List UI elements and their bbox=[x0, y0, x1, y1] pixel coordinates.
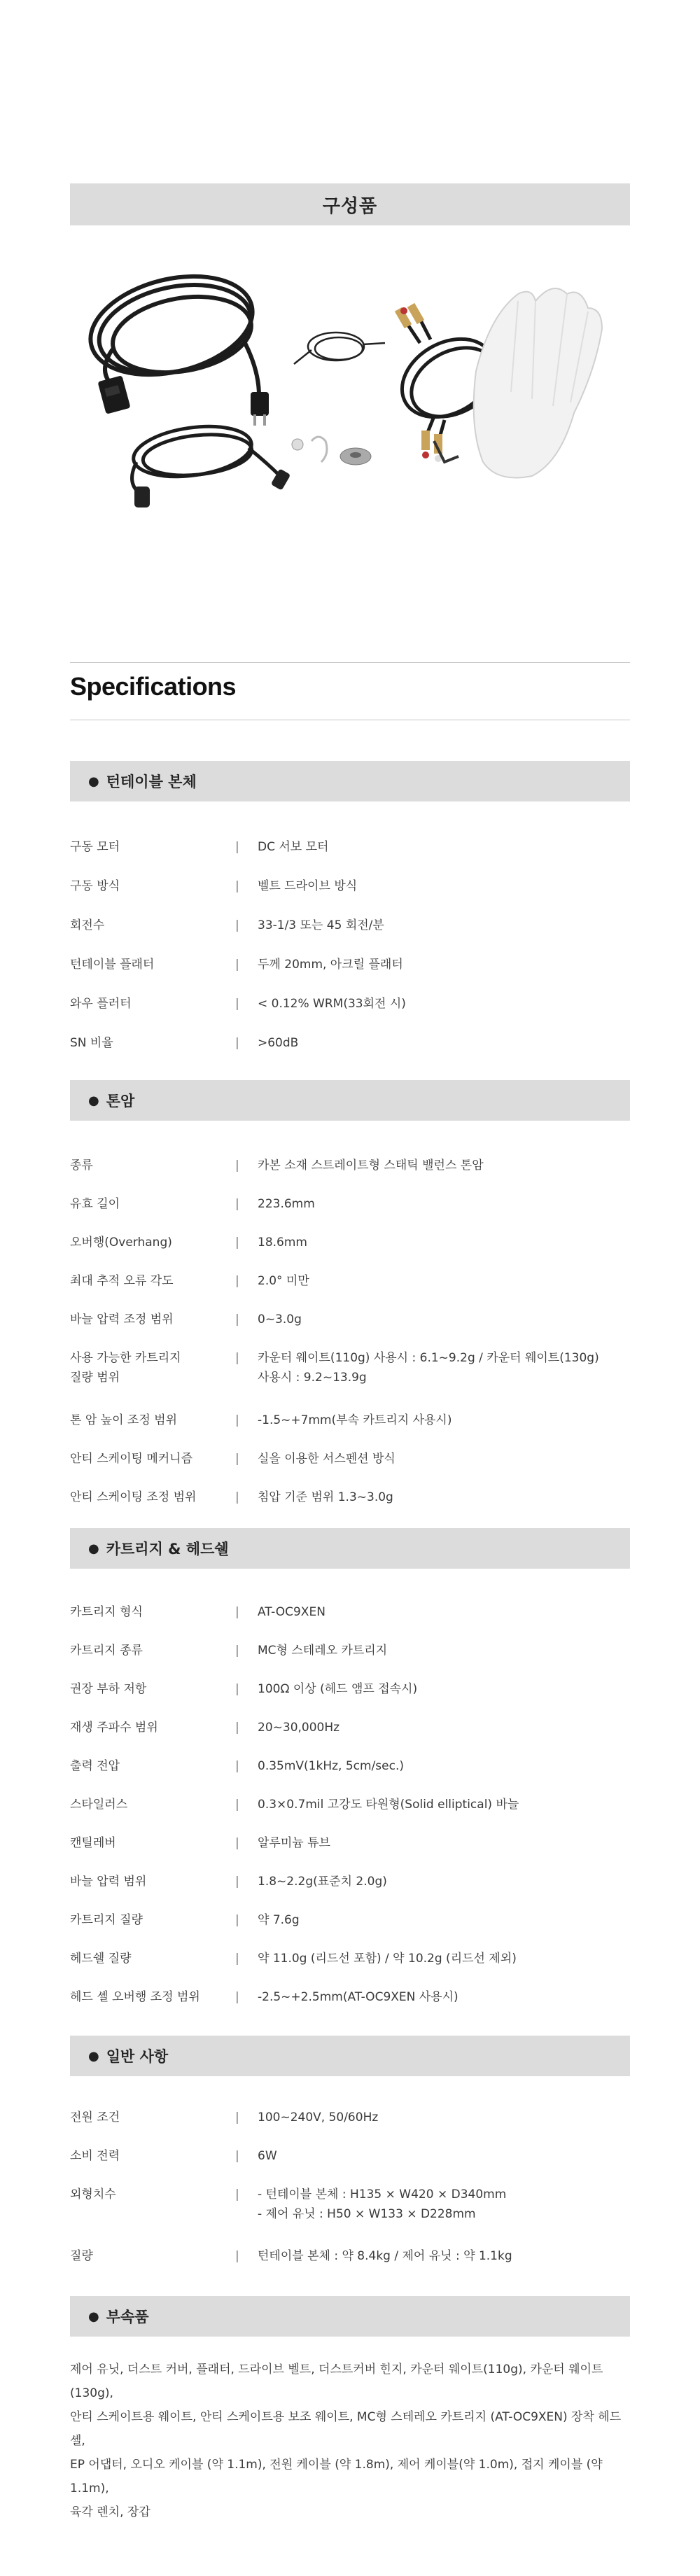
spec-value: 두께 20mm, 아크릴 플래터 bbox=[258, 958, 403, 972]
spec-value: 카본 소재 스트레이트형 스태틱 밸런스 톤암 bbox=[258, 1158, 484, 1172]
spec-label: 구동 모터 bbox=[70, 840, 120, 854]
spec-value: 0.3×0.7mil 고강도 타원형(Solid elliptical) 바늘 bbox=[258, 1798, 519, 1812]
spec-label: 바늘 압력 범위 bbox=[70, 1875, 147, 1889]
spec-value: >60dB bbox=[258, 1036, 299, 1050]
spec-label: 최대 추적 오류 각도 bbox=[70, 1274, 174, 1288]
section-header-general bbox=[70, 2036, 630, 2076]
section-header-cartridge bbox=[70, 1528, 630, 1569]
spec-value: -1.5~+7mm(부속 카트리지 사용시) bbox=[258, 1413, 452, 1427]
spec-value: 6W bbox=[258, 2149, 277, 2163]
section-title: 부속품 bbox=[106, 2309, 149, 2325]
spec-label: 질량 bbox=[70, 2249, 93, 2263]
section-title: 카트리지 & 헤드쉘 bbox=[106, 1541, 229, 1558]
section-title: 톤암 bbox=[106, 1093, 135, 1110]
spec-label: 사용 가능한 카트리지 질량 범위 bbox=[70, 1351, 181, 1385]
spec-label: 외형치수 bbox=[70, 2188, 116, 2202]
spec-label: 헤드쉘 질량 bbox=[70, 1952, 132, 1966]
spec-value: 카운터 웨이트(110g) 사용시 : 6.1~9.2g / 카운터 웨이트(130g) 사용시 : 9.2~13.9g bbox=[258, 1351, 599, 1385]
page: 구성품 Specifications ● 턴테이블 본체 구동 모터 | DC 서보 모터 구동 방식 | 벨트 드라이브 방식 회전수 | 33-1/3 또는 45 회전/분 턴테이블 플래터 | 두께 20mm, 아크릴 플래터 와우 플러터 | < 0.12% WRM(33회전 시) SN 비율 | >60dB ● 톤암 종류 | 카본 소재 스트레이트형 스태틱 밸런스 톤암 유효 길이 | 223.6mm 오버행(Overhang) | 18.6mm 최대 추적 오류 각도 | 2.0° 미만 바늘 압력 조정 범위 | 0~3.0g 사용 가능한 카트리지 질량 범위 | 카운터 웨이트(110g) 사용시 : 6.1~9.2g / 카운터 웨이트(130g) 사용시 : 9.2~13.9g 톤 암 높이 조정 범위 | -1.5~+7mm(부속 카트리지 사용시) 안티 스케이팅 메커니즘 | 실을 이용한 서스펜션 방식 안티 스케이팅 조정 범위 | 침압 기준 범위 1.3~3.0g ● 카트리지 & 헤드쉘 카트리지 형식 | AT-OC9XEN 카트리지 종류 | MC형 스테레오 카트리지 권장 부하 저항 | 100Ω 이상 (헤드 앰프 접속시) 재생 주파수 범위 | 20~30,000Hz 출력 전압 | 0.35mV(1kHz, 5cm/sec.) 스타일러스 | 0.3×0.7mil 고강도 타원형(Solid elliptical) 바늘 캔틸레버 | 알루미늄 튜브 바늘 압력 범위 | 1.8~2.2g(표준치 2.0g) 카트리지 질량 | 약 7.6g 헤드쉘 질량 | 약 11.0g (리드선 포함) / 약 10.2g (리드선 제외) 헤드 셸 오버행 조정 범위 | -2.5~+2.5mm(AT-OC9XEN 사용시) ● 일반 사항 전원 조건 | 100~240V, 50/60Hz 소비 전력 | 6W 외형치수 | - 턴테이블 본체 : H135 × W420 × D340mm - 제어 유닛 : H50 × W133 × D228mm 질량 | 턴테이블 본체 : 약 8.4kg / 제어 유닛 : 약 1.1kg ● 부속품 제어 유닛, 더스트 커버, 플래터, 드라이브 벨트, 더스트커버 힌지, 카운터 웨이트(110g), 카운터 웨이트(130g), 안티 스케이트용 웨이트, 안티 스케이트용 보조 웨이트, MC형 스테레오 카트리지 (AT-OC9XEN) 장착 헤드셸, EP 어댑터, 오디오 케이블 (약 1.1m), 전원 케이블 (약 1.8m), 제어 케이블(약 1.0m), 접지 케이블 (약 1.1m), 육각 렌치, 장갑 bbox=[0, 0, 700, 2576]
spec-label: 바늘 압력 조정 범위 bbox=[70, 1312, 174, 1326]
spec-value: 1.8~2.2g(표준치 2.0g) bbox=[258, 1875, 387, 1889]
bullet-icon: ● bbox=[88, 1541, 99, 1556]
spec-label: 안티 스케이팅 조정 범위 bbox=[70, 1490, 197, 1504]
accessories-list bbox=[70, 2358, 630, 2524]
spec-value: -2.5~+2.5mm(AT-OC9XEN 사용시) bbox=[258, 1990, 458, 2004]
spec-label: 오버행(Overhang) bbox=[70, 1236, 172, 1250]
spec-label: 권장 부하 저항 bbox=[70, 1682, 147, 1696]
bullet-icon: ● bbox=[88, 774, 99, 789]
spec-label: 캔틸레버 bbox=[70, 1836, 116, 1850]
spec-value: 2.0° 미만 bbox=[258, 1274, 309, 1288]
spec-value: DC 서보 모터 bbox=[258, 840, 329, 854]
accessories-line: 안티 스케이트용 웨이트, 안티 스케이트용 보조 웨이트, MC형 스테레오 카트리지 (AT-OC9XEN) 장착 헤드셸, bbox=[70, 2410, 622, 2448]
spec-label: SN 비율 bbox=[70, 1036, 113, 1050]
spec-label: 구동 방식 bbox=[70, 879, 120, 893]
section-title: 일반 사항 bbox=[106, 2048, 169, 2065]
spec-value: 18.6mm bbox=[258, 1236, 307, 1250]
divider bbox=[70, 662, 630, 663]
spec-label: 종류 bbox=[70, 1158, 93, 1172]
spec-value: 약 7.6g bbox=[258, 1913, 300, 1927]
spec-label: 헤드 셸 오버행 조정 범위 bbox=[70, 1990, 200, 2004]
bullet-icon: ● bbox=[88, 1093, 99, 1108]
spec-value: 침압 기준 범위 1.3~3.0g bbox=[258, 1490, 393, 1504]
spec-label: 카트리지 질량 bbox=[70, 1913, 143, 1927]
accessories-line: EP 어댑터, 오디오 케이블 (약 1.1m), 전원 케이블 (약 1.8m), 제어 케이블(약 1.0m), 접지 케이블 (약 1.1m), bbox=[70, 2458, 603, 2496]
spec-value: 33-1/3 또는 45 회전/분 bbox=[258, 918, 384, 932]
bullet-icon: ● bbox=[88, 2309, 99, 2324]
spec-label: 카트리지 종류 bbox=[70, 1644, 143, 1658]
spec-value: 약 11.0g (리드선 포함) / 약 10.2g (리드선 제외) bbox=[258, 1952, 517, 1966]
accessories-line: 제어 유닛, 더스트 커버, 플래터, 드라이브 벨트, 더스트커버 힌지, 카운터 웨이트(110g), 카운터 웨이트(130g), bbox=[70, 2362, 603, 2400]
spec-label: 전원 조건 bbox=[70, 2110, 120, 2124]
section-header-accessories bbox=[70, 2296, 630, 2337]
spec-value: 100Ω 이상 (헤드 앰프 접속시) bbox=[258, 1682, 418, 1696]
spec-label: 카트리지 형식 bbox=[70, 1605, 143, 1619]
spec-label: 스타일러스 bbox=[70, 1798, 128, 1812]
spec-label: 톤 암 높이 조정 범위 bbox=[70, 1413, 177, 1427]
spec-label: 안티 스케이팅 메커니즘 bbox=[70, 1452, 193, 1466]
specifications-title: Specifications bbox=[70, 672, 237, 701]
spec-value: 실을 이용한 서스펜션 방식 bbox=[258, 1452, 396, 1466]
spec-label: 회전수 bbox=[70, 918, 105, 932]
spec-value: 20~30,000Hz bbox=[258, 1721, 340, 1735]
spec-value: AT-OC9XEN bbox=[258, 1605, 326, 1619]
spec-label: 출력 전압 bbox=[70, 1759, 120, 1773]
spec-value: 0~3.0g bbox=[258, 1312, 302, 1326]
spec-value: 0.35mV(1kHz, 5cm/sec.) bbox=[258, 1759, 404, 1773]
bullet-icon: ● bbox=[88, 2048, 99, 2064]
spec-label: 재생 주파수 범위 bbox=[70, 1721, 158, 1735]
spec-value: 223.6mm bbox=[258, 1197, 315, 1211]
spec-value: - 턴테이블 본체 : H135 × W420 × D340mm - 제어 유닛 : H50 × W133 × D228mm bbox=[258, 2188, 507, 2221]
spec-value: < 0.12% WRM(33회전 시) bbox=[258, 997, 406, 1011]
section-title: 턴테이블 본체 bbox=[106, 774, 197, 790]
section-header-turntable bbox=[70, 761, 630, 802]
spec-value: 알루미늄 튜브 bbox=[258, 1836, 330, 1850]
spec-label: 턴테이블 플래터 bbox=[70, 958, 155, 972]
components-title: 구성품 bbox=[70, 183, 630, 225]
spec-value: 100~240V, 50/60Hz bbox=[258, 2110, 379, 2124]
components-image bbox=[70, 252, 630, 518]
spec-value: MC형 스테레오 카트리지 bbox=[258, 1644, 388, 1658]
spec-label: 와우 플러터 bbox=[70, 997, 132, 1011]
spec-value: 턴테이블 본체 : 약 8.4kg / 제어 유닛 : 약 1.1kg bbox=[258, 2249, 512, 2263]
spec-label: 소비 전력 bbox=[70, 2149, 120, 2163]
spec-label: 유효 길이 bbox=[70, 1197, 120, 1211]
spec-value: 벨트 드라이브 방식 bbox=[258, 879, 358, 893]
accessories-line: 육각 렌치, 장갑 bbox=[70, 2505, 150, 2519]
section-header-tonearm bbox=[70, 1080, 630, 1121]
